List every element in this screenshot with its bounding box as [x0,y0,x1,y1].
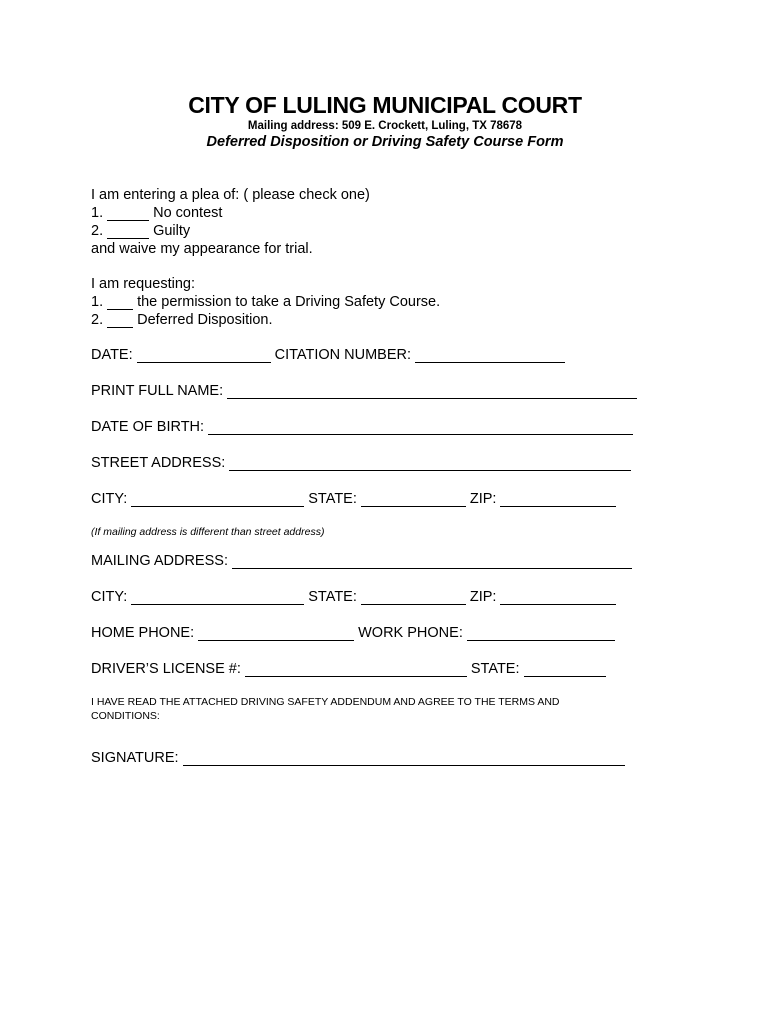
request-option-number: 2. [91,312,104,328]
signature-label: SIGNATURE: [91,750,179,766]
home-phone-label: HOME PHONE: [91,625,195,641]
mailing-state-field[interactable] [361,591,466,605]
phone-row [91,625,619,641]
plea-option-guilty [91,223,190,239]
city-label: CITY: [91,491,128,507]
full-name-row [91,383,641,399]
mailing-city-field[interactable] [131,591,304,605]
zip-label: ZIP: [469,491,497,507]
citation-number-label: CITATION NUMBER: [274,347,412,363]
signature-row [91,750,629,766]
street-address-field[interactable] [229,457,631,471]
form-title: Deferred Disposition or Driving Safety Course Form [206,134,564,150]
zip-label: ZIP: [469,589,497,605]
work-phone-label: WORK PHONE: [358,625,463,641]
date-citation-row [91,347,569,363]
drivers-license-field[interactable] [245,663,467,677]
signature-field[interactable] [183,752,625,766]
request-option-driving-safety [91,294,440,310]
state-field[interactable] [361,493,466,507]
dl-state-label: STATE: [470,661,520,677]
plea-no-contest-blank[interactable] [107,207,149,221]
request-deferred-blank[interactable] [107,314,133,328]
date-label: DATE: [91,347,133,363]
dl-state-field[interactable] [524,663,606,677]
plea-option-number: 1. [91,205,104,221]
mailing-city-state-zip-row [91,589,620,605]
state-label: STATE: [308,589,357,605]
request-driving-safety-blank[interactable] [107,296,133,310]
date-of-birth-field[interactable] [208,421,633,435]
city-state-zip-row [91,491,620,507]
request-option-label: the permission to take a Driving Safety Course. [137,294,441,310]
drivers-license-row [91,661,610,677]
drivers-license-label: DRIVER’S LICENSE #: [91,661,241,677]
request-option-label: Deferred Disposition. [137,312,273,328]
mailing-address-header: Mailing address: 509 E. Crockett, Luling, TX 78678 [247,120,523,132]
request-option-number: 1. [91,294,104,310]
city-field[interactable] [131,493,304,507]
dob-row [91,419,637,435]
mailing-address-field[interactable] [232,555,632,569]
city-label: CITY: [91,589,128,605]
mailing-zip-field[interactable] [500,591,616,605]
date-of-birth-label: DATE OF BIRTH: [91,419,205,435]
plea-option-label: No contest [153,205,223,221]
street-address-label: STREET ADDRESS: [91,455,226,471]
mailing-address-row [91,553,636,569]
plea-option-no-contest [91,205,222,221]
full-name-field[interactable] [227,385,637,399]
request-intro: I am requesting: [91,276,195,292]
plea-option-number: 2. [91,223,104,239]
street-address-row [91,455,635,471]
zip-field[interactable] [500,493,616,507]
citation-number-field[interactable] [415,349,565,363]
print-full-name-label: PRINT FULL NAME: [91,383,224,399]
plea-option-label: Guilty [153,223,191,239]
work-phone-field[interactable] [467,627,615,641]
court-title: CITY OF LULING MUNICIPAL COURT [188,92,582,118]
agreement-text: I HAVE READ THE ATTACHED DRIVING SAFETY ADDENDUM AND AGREE TO THE TERMS AND CONDITIONS: [91,696,560,722]
plea-intro: I am entering a plea of: ( please check one) [91,187,370,203]
plea-waive-text: and waive my appearance for trial. [91,241,313,257]
date-field[interactable] [137,349,271,363]
plea-guilty-blank[interactable] [107,225,149,239]
request-option-deferred [91,312,273,328]
mailing-address-label: MAILING ADDRESS: [91,553,228,569]
state-label: STATE: [308,491,357,507]
mailing-note: (If mailing address is different than street address) [91,526,325,538]
home-phone-field[interactable] [198,627,354,641]
